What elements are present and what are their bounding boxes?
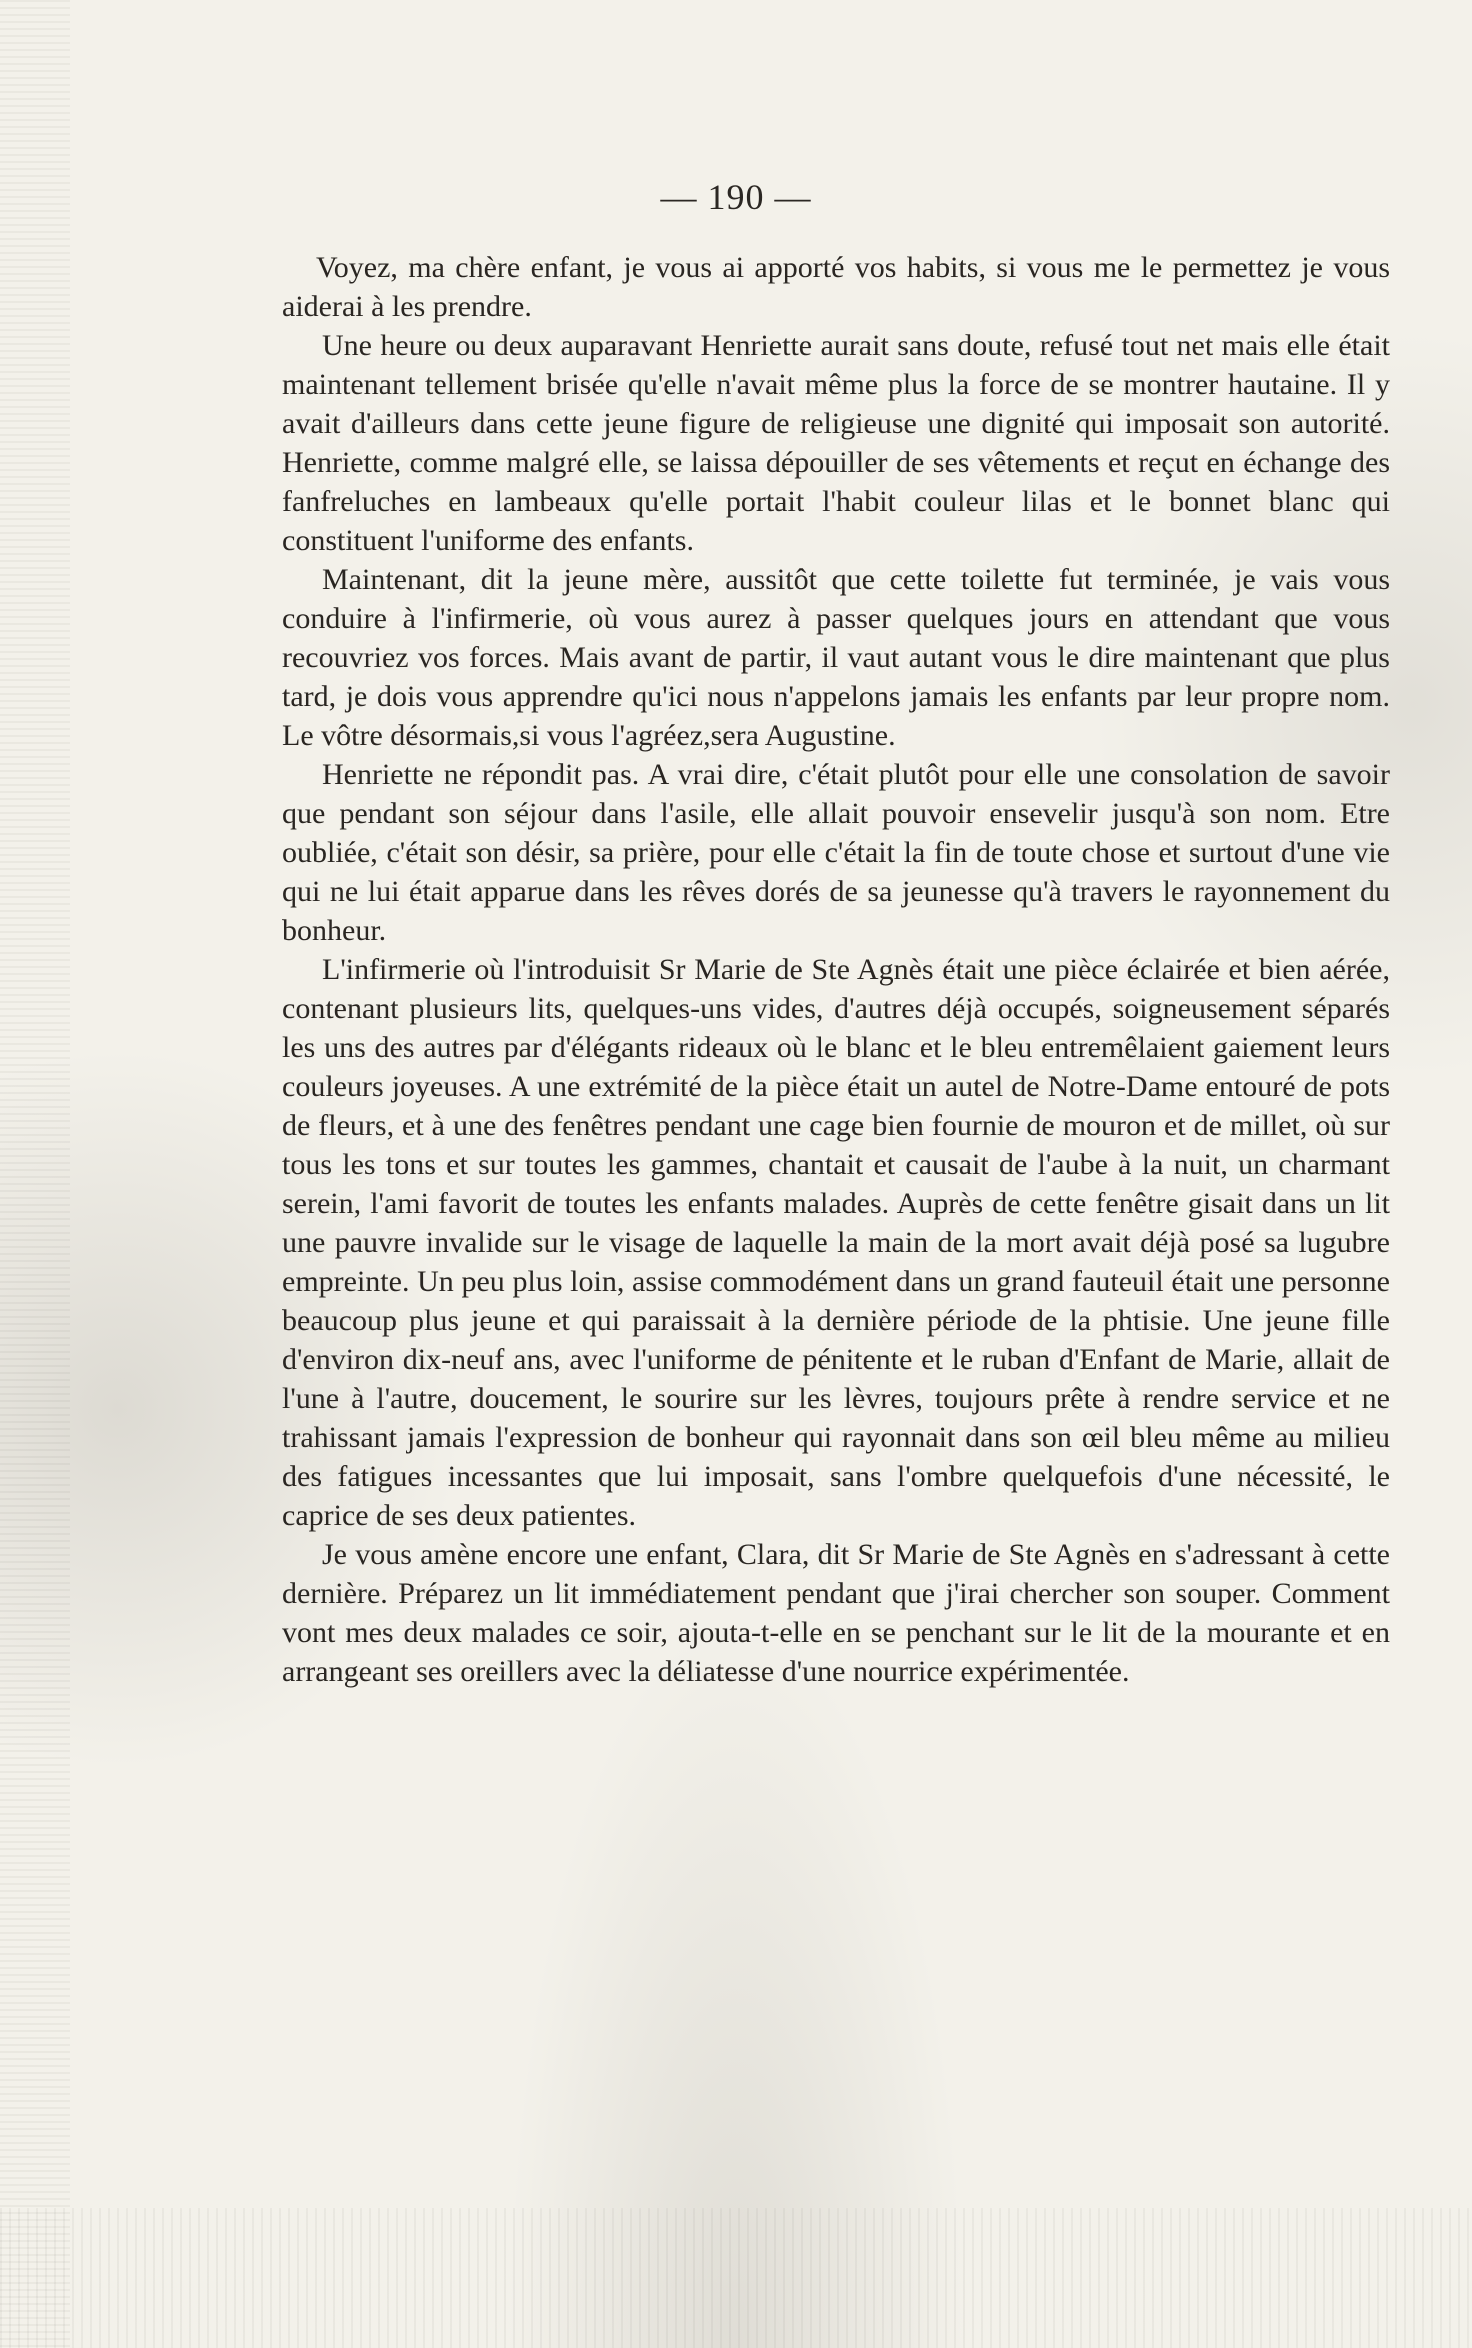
page-number: — 190 — <box>660 177 812 217</box>
paragraph: Une heure ou deux auparavant Henriette aurait sans doute, refusé tout net mais elle était maintenant tellement brisée qu'elle n'avait même plus la force de se montrer hautaine. Il y avait d'ailleurs dans cette jeune figure de religieuse une dignité qui imposait son autorité. Henriette, comme malgré elle, se laissa dépouiller de ses vêtements et reçut en échange des fanfreluches en lambeaux qu'elle portait l'habit couleur lilas et le bonnet blanc qui constituent l'uniforme des enfants. <box>282 329 1390 557</box>
paragraph: Voyez, ma chère enfant, je vous ai apporté vos habits, si vous me le permettez je vous aiderai à les prendre. <box>282 251 1390 323</box>
paragraph: Henriette ne répondit pas. A vrai dire, c'était plutôt pour elle une consolation de savoir que pendant son séjour dans l'asile, elle allait pouvoir ensevelir jusqu'à son nom. Etre oubliée, c'était son désir, sa prière, pour elle c'était la fin de toute chose et surtout d'une vie qui ne lui était apparue dans les rêves dorés de sa jeunesse qu'à travers le rayonnement du bonheur. <box>282 758 1390 947</box>
paragraph: Maintenant, dit la jeune mère, aussitôt que cette toilette fut terminée, je vais vous conduire à l'infirmerie, où vous aurez à passer quelques jours en attendant que vous recouvriez vos forces. Mais avant de partir, il vaut autant vous le dire maintenant que plus tard, je dois vous apprendre qu'ici nous n'appelons jamais les enfants par leur propre nom. Le vôtre désormais,si vous l'agréez,sera Augustine. <box>282 563 1390 752</box>
body-text <box>282 248 1390 1691</box>
paragraph: L'infirmerie où l'introduisit Sr Marie de Ste Agnès était une pièce éclairée et bien aérée, contenant plusieurs lits, quelques-uns vides, d'autres déjà occupés, soigneusement séparés les uns des autres par d'élégants rideaux où le blanc et le bleu entremêlaient gaiement leurs couleurs joyeuses. A une extrémité de la pièce était un autel de Notre-Dame entouré de pots de fleurs, et à une des fenêtres pendant une cage bien fournie de mouron et de millet, où sur tous les tons et sur toutes les gammes, chantait et causait de l'aube à la nuit, un charmant serein, l'ami favorit de toutes les enfants malades. Auprès de cette fenêtre gisait dans un lit une pauvre invalide sur le visage de laquelle la main de la mort avait déjà posé sa lugubre empreinte. Un peu plus loin, assise commodément dans un grand fauteuil était une personne beaucoup plus jeune et qui paraissait à la dernière période de la phtisie. Une jeune fille d'environ dix-neuf ans, avec l'uniforme de pénitente et le ruban d'Enfant de Marie, allait de l'une à l'autre, doucement, le sourire sur les lèvres, toujours prête à rendre service et ne trahissant jamais l'expression de bonheur qui rayonnait dans son œil bleu même au milieu des fatigues incessantes que lui imposait, sans l'ombre quelquefois d'une nécessité, le caprice de ses deux patientes. <box>282 953 1390 1532</box>
paragraph: Je vous amène encore une enfant, Clara, dit Sr Marie de Ste Agnès en s'adressant à cette dernière. Préparez un lit immédiatement pendant que j'irai chercher son souper. Comment vont mes deux malades ce soir, ajouta-t-elle en se penchant sur le lit de la mourante et en arrangeant ses oreillers avec la déliatesse d'une nourrice expérimentée. <box>282 1538 1390 1688</box>
scan-noise-bottom <box>0 2208 1472 2348</box>
scan-noise-left <box>0 0 70 2348</box>
